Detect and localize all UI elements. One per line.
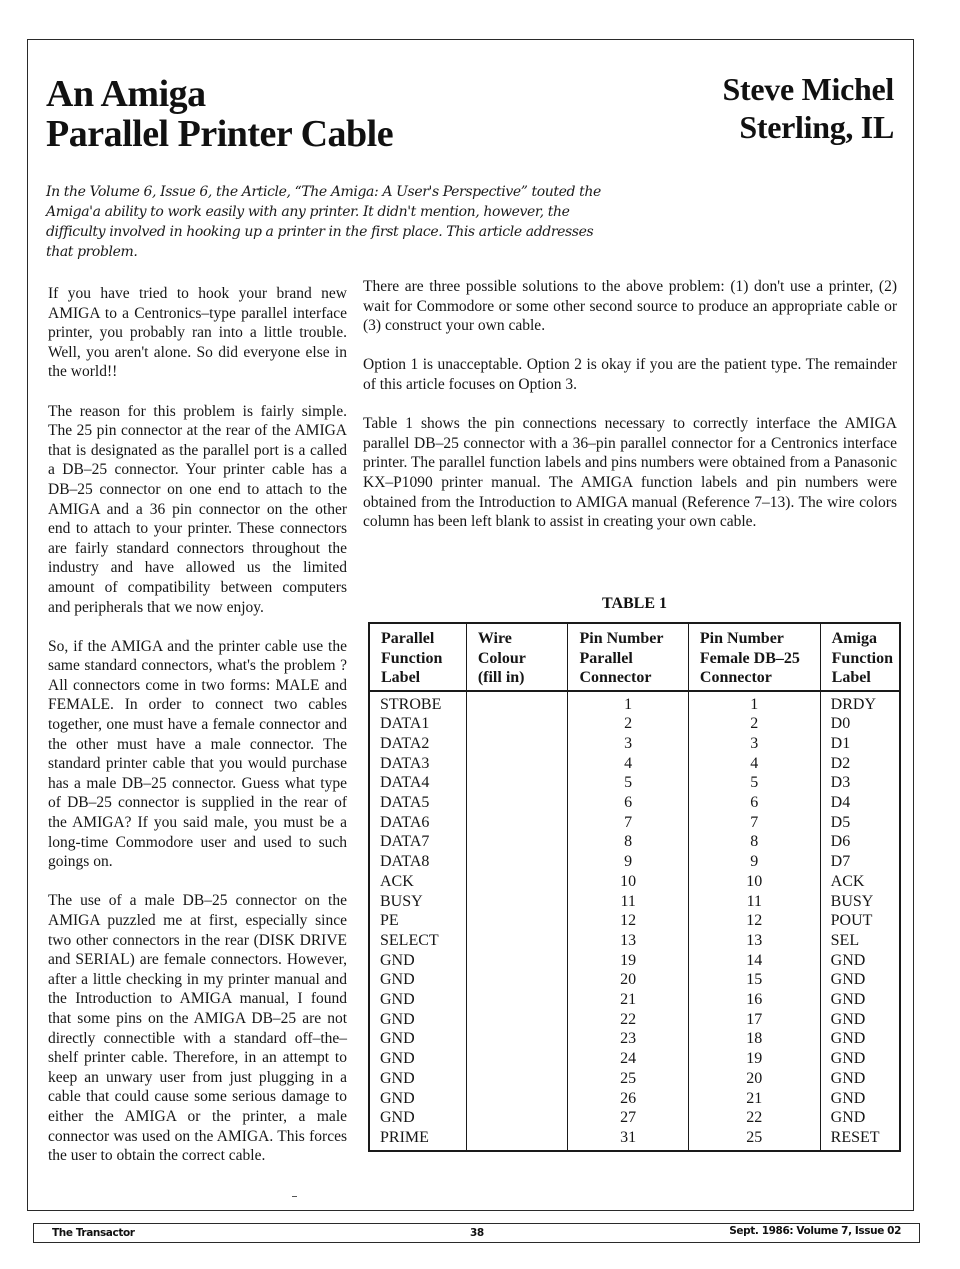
cell-wire-colour [466, 1049, 568, 1069]
cell-parallel-label: DATA4 [369, 773, 466, 793]
cell-db25-pin: 7 [688, 813, 820, 833]
table-row [369, 1128, 900, 1151]
cell-db25-pin: 22 [688, 1108, 820, 1128]
cell-parallel-pin: 23 [568, 1029, 688, 1049]
cell-parallel-pin: 20 [568, 970, 688, 990]
cell-amiga-label: GND [820, 1089, 900, 1109]
author-block [723, 70, 894, 146]
cell-db25-pin: 6 [688, 793, 820, 813]
cell-amiga-label: D7 [820, 852, 900, 872]
cell-parallel-label: DATA7 [369, 832, 466, 852]
body-paragraph: The use of a male DB–25 connector on the AMIGA puzzled me at first, especially since two other connectors in the rear (DISK DRIVE and SERIAL) are female connectors. However, after a little checking in my printer manual and the Introduction to AMIGA manual, I found that some pins on the AMIGA DB–25 are not directly connectible with a standard off–the–shelf printer cable. Therefore, in an attempt to keep an unwary user from just plugging in a cable that could cause some serious damage to either the AMIGA or the printer, a male connector was used on the AMIGA. This forces the user to obtain the correct cable. [48, 892, 347, 1165]
cell-parallel-label: GND [369, 1049, 466, 1069]
intro-paragraph: In the Volume 6, Issue 6, the Article, “The Amiga: A User's Perspective” touted the Amiga'a ability to work easily with any printer. It didn't mention, however, the difficulty involved in hooking up a printer in the first place. This article addresses that problem. [46, 184, 601, 260]
cell-parallel-label: GND [369, 1029, 466, 1049]
cell-amiga-label: D4 [820, 793, 900, 813]
cell-amiga-label: D6 [820, 832, 900, 852]
cell-parallel-pin: 9 [568, 852, 688, 872]
table-row [369, 813, 900, 833]
cell-db25-pin: 4 [688, 754, 820, 774]
cell-db25-pin: 14 [688, 951, 820, 971]
cell-amiga-label: SEL [820, 931, 900, 951]
cell-wire-colour [466, 970, 568, 990]
title-line-1: An Amiga [46, 73, 206, 115]
cell-wire-colour [466, 872, 568, 892]
cell-parallel-label: PE [369, 911, 466, 931]
cell-db25-pin: 8 [688, 832, 820, 852]
cell-wire-colour [466, 1128, 568, 1151]
cell-amiga-label: D0 [820, 714, 900, 734]
cell-db25-pin: 11 [688, 892, 820, 912]
cell-amiga-label: POUT [820, 911, 900, 931]
cell-parallel-pin: 5 [568, 773, 688, 793]
cell-amiga-label: GND [820, 1069, 900, 1089]
cell-parallel-pin: 24 [568, 1049, 688, 1069]
cell-amiga-label: BUSY [820, 892, 900, 912]
footer-page-number: 38 [470, 1227, 484, 1239]
table-row [369, 832, 900, 852]
cell-amiga-label: D5 [820, 813, 900, 833]
table-row [369, 793, 900, 813]
table-header-row [369, 623, 900, 691]
cell-parallel-label: PRIME [369, 1128, 466, 1151]
cell-wire-colour [466, 813, 568, 833]
cell-parallel-label: BUSY [369, 892, 466, 912]
table-row [369, 990, 900, 1010]
cell-parallel-label: GND [369, 1069, 466, 1089]
cell-wire-colour [466, 1029, 568, 1049]
cell-db25-pin: 3 [688, 734, 820, 754]
header-amiga-function-label: Amiga Function Label [820, 623, 900, 691]
cell-wire-colour [466, 892, 568, 912]
cell-wire-colour [466, 714, 568, 734]
article-title [46, 74, 393, 154]
cell-parallel-pin: 22 [568, 1010, 688, 1030]
cell-db25-pin: 20 [688, 1069, 820, 1089]
cell-parallel-label: DATA3 [369, 754, 466, 774]
cell-amiga-label: D3 [820, 773, 900, 793]
cell-parallel-pin: 4 [568, 754, 688, 774]
cell-parallel-label: GND [369, 1010, 466, 1030]
cell-wire-colour [466, 911, 568, 931]
cell-wire-colour [466, 734, 568, 754]
header-parallel-pin: Pin Number Parallel Connector [568, 623, 688, 691]
cell-parallel-pin: 7 [568, 813, 688, 833]
table-row [369, 1089, 900, 1109]
cell-parallel-pin: 19 [568, 951, 688, 971]
table-row [369, 1108, 900, 1128]
cell-parallel-pin: 21 [568, 990, 688, 1010]
cell-wire-colour [466, 691, 568, 715]
cell-parallel-pin: 11 [568, 892, 688, 912]
cell-parallel-label: DATA6 [369, 813, 466, 833]
body-paragraph: Option 1 is unacceptable. Option 2 is okay if you are the patient type. The remainder of this article focuses on Option 3. [363, 356, 897, 393]
table-row [369, 931, 900, 951]
cell-wire-colour [466, 931, 568, 951]
cell-parallel-label: GND [369, 1108, 466, 1128]
cell-parallel-pin: 27 [568, 1108, 688, 1128]
table-row [369, 734, 900, 754]
cell-parallel-pin: 12 [568, 911, 688, 931]
cell-parallel-label: STROBE [369, 691, 466, 715]
cell-wire-colour [466, 1089, 568, 1109]
cell-parallel-label: DATA1 [369, 714, 466, 734]
table-row [369, 911, 900, 931]
cell-wire-colour [466, 773, 568, 793]
cell-wire-colour [466, 1010, 568, 1030]
cell-wire-colour [466, 990, 568, 1010]
table-row [369, 1010, 900, 1030]
header-parallel-function-label: Parallel Function Label [369, 623, 466, 691]
cell-amiga-label: D1 [820, 734, 900, 754]
cell-db25-pin: 2 [688, 714, 820, 734]
cell-parallel-pin: 10 [568, 872, 688, 892]
table-row [369, 970, 900, 990]
cell-parallel-pin: 31 [568, 1128, 688, 1151]
body-paragraph: So, if the AMIGA and the printer cable use the same standard connectors, what's the problem ? All connectors come in two forms: MALE and FEMALE. In order to connect two cables together, one must have a female connector and the other must have a male connector. The standard printer cable that you would purchase has a male DB–25 connector. Guess what type of DB–25 connector is supplied in the rear of the AMIGA? If you said male, you must be a long-time Commodore user and used to such goings on. [48, 637, 347, 871]
cell-parallel-pin: 26 [568, 1089, 688, 1109]
cell-parallel-label: DATA5 [369, 793, 466, 813]
cell-db25-pin: 10 [688, 872, 820, 892]
cell-amiga-label: GND [820, 1049, 900, 1069]
cell-db25-pin: 17 [688, 1010, 820, 1030]
cell-amiga-label: GND [820, 970, 900, 990]
cell-wire-colour [466, 793, 568, 813]
cell-db25-pin: 15 [688, 970, 820, 990]
right-column [363, 277, 897, 551]
cell-db25-pin: 25 [688, 1128, 820, 1151]
cell-amiga-label: GND [820, 990, 900, 1010]
cell-parallel-label: ACK [369, 872, 466, 892]
header-db25-pin: Pin Number Female DB–25 Connector [688, 623, 820, 691]
cell-db25-pin: 12 [688, 911, 820, 931]
cell-parallel-label: GND [369, 951, 466, 971]
cell-db25-pin: 9 [688, 852, 820, 872]
cell-parallel-pin: 1 [568, 691, 688, 715]
cell-db25-pin: 21 [688, 1089, 820, 1109]
cell-wire-colour [466, 1108, 568, 1128]
cell-wire-colour [466, 832, 568, 852]
cell-db25-pin: 13 [688, 931, 820, 951]
cell-parallel-label: DATA8 [369, 852, 466, 872]
page-footer [33, 1223, 920, 1243]
table-row [369, 852, 900, 872]
cell-amiga-label: D2 [820, 754, 900, 774]
cell-parallel-label: SELECT [369, 931, 466, 951]
cell-amiga-label: RESET [820, 1128, 900, 1151]
cell-parallel-label: DATA2 [369, 734, 466, 754]
cell-wire-colour [466, 852, 568, 872]
cell-amiga-label: GND [820, 1010, 900, 1030]
table-row [369, 872, 900, 892]
cell-amiga-label: DRDY [820, 691, 900, 715]
cell-amiga-label: GND [820, 1029, 900, 1049]
footer-publication: The Transactor [52, 1227, 135, 1239]
cell-parallel-pin: 8 [568, 832, 688, 852]
body-paragraph: The reason for this problem is fairly simple. The 25 pin connector at the rear of the AMIGA that is designated as the parallel port is a called a DB–25 connector. Your printer cable has a DB–25 connector on one end to attach to the AMIGA and a 36 pin connector on the other end to attach to your printer. These connectors are fairly standard connectors throughout the industry and have allowed us the limited amount of compatibility between computers and peripherals that we now enjoy. [48, 402, 347, 616]
cell-amiga-label: ACK [820, 872, 900, 892]
cell-parallel-pin: 3 [568, 734, 688, 754]
table-row [369, 951, 900, 971]
table-row [369, 1049, 900, 1069]
author-name: Steve Michel [722, 71, 894, 107]
table-row [369, 691, 900, 715]
cell-parallel-pin: 13 [568, 931, 688, 951]
cell-wire-colour [466, 951, 568, 971]
pin-connection-table [368, 622, 901, 1152]
cell-parallel-label: GND [369, 1089, 466, 1109]
footer-issue: Sept. 1986: Volume 7, Issue 02 [729, 1225, 901, 1237]
author-location: Sterling, IL [739, 109, 894, 145]
cell-db25-pin: 19 [688, 1049, 820, 1069]
cell-parallel-pin: 2 [568, 714, 688, 734]
body-paragraph: If you have tried to hook your brand new AMIGA to a Centronics–type parallel interface printer, you probably ran into a little trouble. Well, you aren't alone. So did everyone else in the world!! [48, 285, 347, 381]
table-row [369, 1029, 900, 1049]
cell-parallel-label: GND [369, 970, 466, 990]
table-row [369, 1069, 900, 1089]
cell-wire-colour [466, 1069, 568, 1089]
cell-db25-pin: 1 [688, 691, 820, 715]
cell-parallel-pin: 6 [568, 793, 688, 813]
body-paragraph: Table 1 shows the pin connections necessary to correctly interface the AMIGA parallel DB–25 connector with a 36–pin parallel connector for a Centronics interface printer. The parallel function labels and pins numbers were obtained from a Panasonic KX–P1090 printer manual. The AMIGA function labels and pin numbers were obtained from the Introduction to AMIGA manual (Reference 7–13). The wire colors column has been left blank to assist in creating your own cable. [363, 415, 897, 531]
table-row [369, 714, 900, 734]
table-row [369, 892, 900, 912]
table-row [369, 773, 900, 793]
cell-amiga-label: GND [820, 951, 900, 971]
cell-db25-pin: 16 [688, 990, 820, 1010]
table-caption: TABLE 1 [601, 595, 668, 612]
cell-db25-pin: 5 [688, 773, 820, 793]
left-column [48, 284, 347, 1185]
cell-amiga-label: GND [820, 1108, 900, 1128]
title-line-2: Parallel Printer Cable [46, 113, 394, 155]
body-paragraph: There are three possible solutions to the above problem: (1) don't use a printer, (2) wait for Commodore or some other second source to produce an appropriate cable or (3) construct your own cable. [363, 278, 897, 335]
stray-mark [292, 1196, 297, 1197]
cell-wire-colour [466, 754, 568, 774]
header-wire-colour: Wire Colour (fill in) [466, 623, 568, 691]
cell-db25-pin: 18 [688, 1029, 820, 1049]
table-body [369, 691, 900, 1151]
cell-parallel-pin: 25 [568, 1069, 688, 1089]
table-row [369, 754, 900, 774]
cell-parallel-label: GND [369, 990, 466, 1010]
